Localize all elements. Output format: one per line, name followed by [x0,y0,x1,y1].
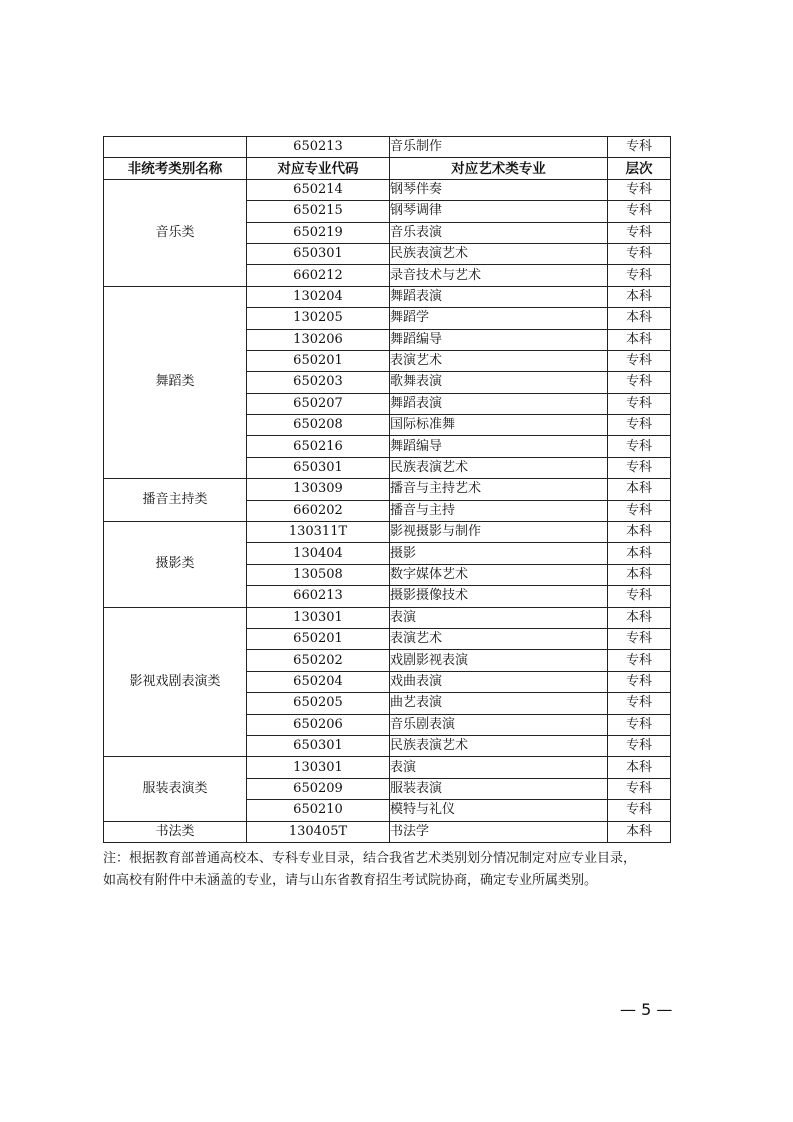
header-row [104,158,671,179]
major-name: 表演 [390,757,608,778]
major-level: 专科 [608,693,671,714]
major-level: 专科 [608,778,671,799]
table-row [104,757,671,778]
major-level: 专科 [608,179,671,200]
major-name: 录音技术与艺术 [390,265,608,286]
major-code: 650203 [247,372,390,393]
major-name: 舞蹈表演 [390,393,608,414]
major-level: 本科 [608,543,671,564]
major-name: 戏剧影视表演 [390,650,608,671]
major-name: 播音与主持 [390,500,608,521]
major-code: 130301 [247,757,390,778]
major-code: 650202 [247,650,390,671]
category-name: 服装表演类 [104,757,247,821]
major-code: 650215 [247,201,390,222]
header-code: 对应专业代码 [247,158,390,179]
major-name: 曲艺表演 [390,693,608,714]
major-code: 130204 [247,286,390,307]
major-code: 650204 [247,671,390,692]
major-name: 民族表演艺术 [390,243,608,264]
major-code: 660212 [247,265,390,286]
table-row [104,479,671,500]
major-name: 舞蹈编导 [390,436,608,457]
category-name: 播音主持类 [104,479,247,522]
table-body [104,137,671,843]
major-level: 本科 [608,522,671,543]
major-name: 摄影 [390,543,608,564]
major-code: 650207 [247,393,390,414]
major-code: 130311T [247,522,390,543]
major-level: 专科 [608,243,671,264]
major-name: 民族表演艺术 [390,735,608,756]
category-name: 舞蹈类 [104,286,247,479]
major-name: 表演艺术 [390,350,608,371]
major-level: 本科 [608,308,671,329]
major-code: 130301 [247,607,390,628]
major-name: 摄影摄像技术 [390,586,608,607]
major-name: 舞蹈表演 [390,286,608,307]
major-code: 650206 [247,714,390,735]
major-level: 专科 [608,350,671,371]
major-name: 民族表演艺术 [390,457,608,478]
major-code: 130405T [247,821,390,842]
major-level: 本科 [608,329,671,350]
major-name: 数字媒体艺术 [390,564,608,585]
major-name: 服装表演 [390,778,608,799]
major-level: 本科 [608,607,671,628]
major-level: 专科 [608,372,671,393]
major-level: 专科 [608,415,671,436]
header-category: 非统考类别名称 [104,158,247,179]
major-level: 本科 [608,821,671,842]
majors-table [103,136,671,843]
major-level: 本科 [608,479,671,500]
major-code: 650201 [247,628,390,649]
major-name: 国际标准舞 [390,415,608,436]
major-name: 书法学 [390,821,608,842]
major-name: 播音与主持艺术 [390,479,608,500]
major-level: 本科 [608,286,671,307]
major-name: 舞蹈学 [390,308,608,329]
major-code: 130404 [247,543,390,564]
major-code: 130205 [247,308,390,329]
major-level: 专科 [608,500,671,521]
major-name: 影视摄影与制作 [390,522,608,543]
footnote-line-1: 注：根据教育部普通高校本、专科专业目录，结合我省艺术类别划分情况制定对应专业目录， [103,851,637,866]
major-level: 专科 [608,714,671,735]
major-code: 650205 [247,693,390,714]
major-name: 音乐表演 [390,222,608,243]
major-name: 表演 [390,607,608,628]
major-code: 130309 [247,479,390,500]
major-code: 130206 [247,329,390,350]
major-level: 专科 [608,671,671,692]
major-code: 650301 [247,735,390,756]
major-level: 专科 [608,586,671,607]
major-code: 130508 [247,564,390,585]
major-level: 专科 [608,650,671,671]
major-level: 专科 [608,457,671,478]
major-code: 650216 [247,436,390,457]
major-code: 650219 [247,222,390,243]
footnote [103,848,703,892]
footnote-line-2: 如高校有附件中未涵盖的专业，请与山东省教育招生考试院协商，确定专业所属类别。 [103,873,598,888]
category-name: 音乐类 [104,179,247,286]
major-name: 戏曲表演 [390,671,608,692]
major-level: 本科 [608,564,671,585]
major-name: 钢琴伴奏 [390,179,608,200]
major-code: 650213 [247,137,390,158]
table-row [104,821,671,842]
category-name: 摄影类 [104,522,247,608]
continuation-row [104,137,671,158]
empty-category-cell [104,137,247,158]
major-level: 专科 [608,201,671,222]
major-code: 660213 [247,586,390,607]
major-code: 650301 [247,457,390,478]
major-name: 舞蹈编导 [390,329,608,350]
header-major: 对应艺术类专业 [390,158,608,179]
major-code: 650210 [247,800,390,821]
major-name: 钢琴调律 [390,201,608,222]
major-level: 专科 [608,628,671,649]
major-level: 专科 [608,393,671,414]
major-name: 歌舞表演 [390,372,608,393]
major-name: 音乐制作 [390,137,608,158]
major-name: 表演艺术 [390,628,608,649]
category-name: 影视戏剧表演类 [104,607,247,757]
major-level: 专科 [608,436,671,457]
table-row [104,522,671,543]
major-level: 专科 [608,800,671,821]
major-code: 660202 [247,500,390,521]
major-code: 650201 [247,350,390,371]
major-name: 模特与礼仪 [390,800,608,821]
table-row [104,179,671,200]
table-row [104,286,671,307]
major-code: 650301 [247,243,390,264]
major-code: 650208 [247,415,390,436]
table-row [104,607,671,628]
major-level: 本科 [608,757,671,778]
category-name: 书法类 [104,821,247,842]
major-code: 650209 [247,778,390,799]
page-number: — 5 — [620,1000,673,1019]
major-name: 音乐剧表演 [390,714,608,735]
major-code: 650214 [247,179,390,200]
major-level: 专科 [608,222,671,243]
major-level: 专科 [608,265,671,286]
major-level: 专科 [608,137,671,158]
major-level: 专科 [608,735,671,756]
header-level: 层次 [608,158,671,179]
